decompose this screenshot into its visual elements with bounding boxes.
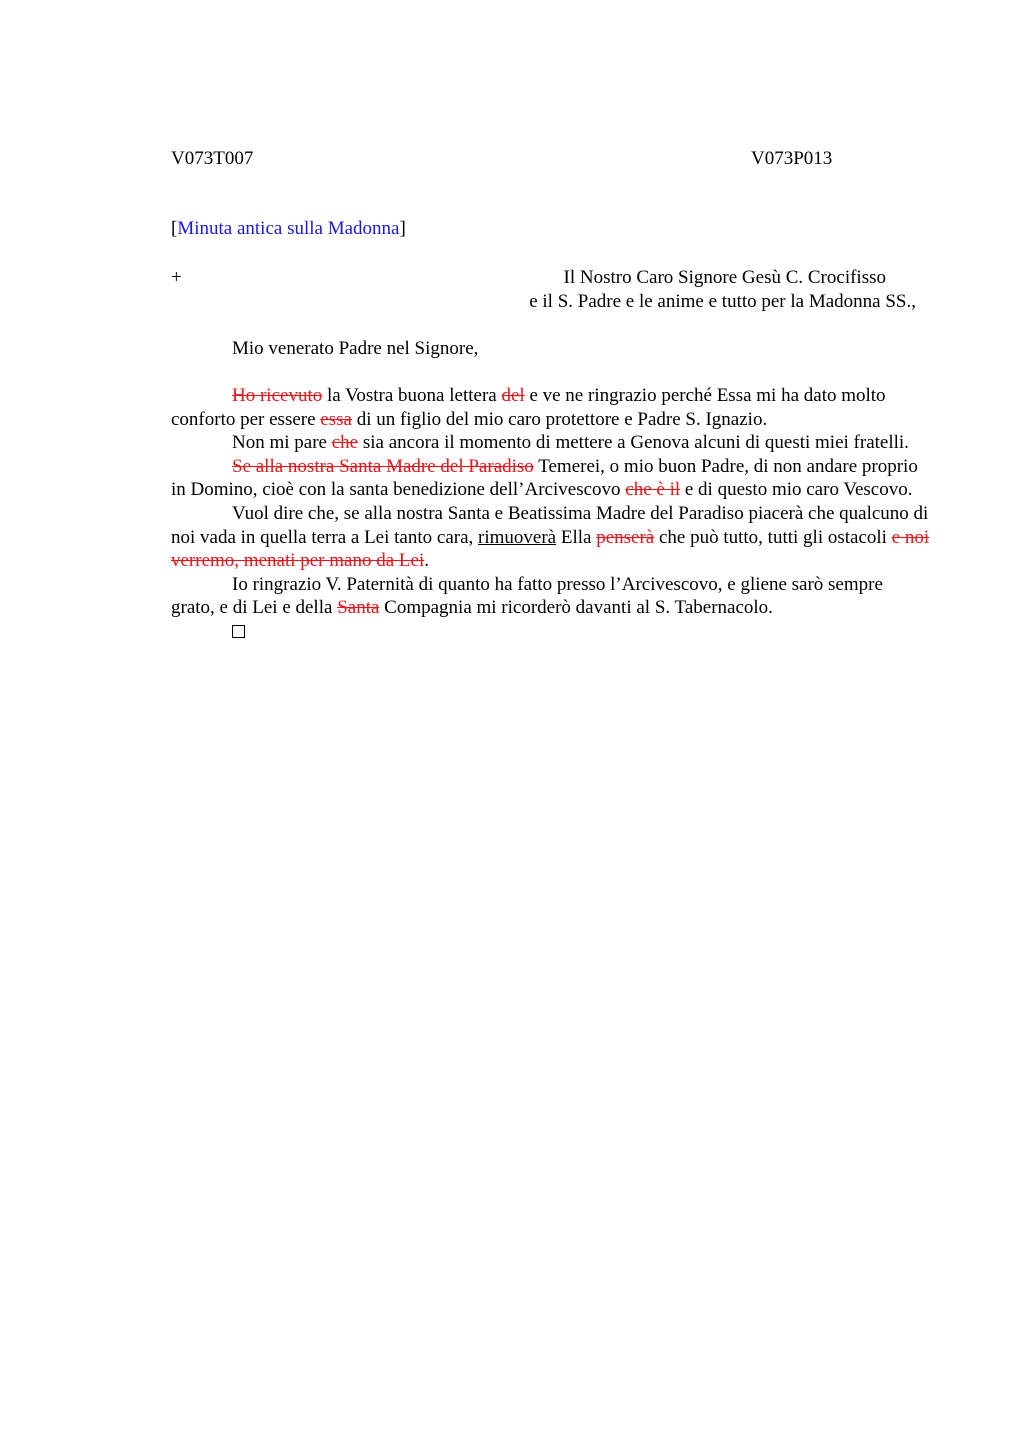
underlined-text: rimuoverà [478, 526, 557, 548]
dedication-line-1: Il Nostro Caro Signore Gesù C. Crocifisso [563, 267, 886, 288]
paragraph-text: Io ringrazio V. Paternità di quanto ha fatto presso l’Arcivescovo, e gliene sarò sempre grato, e di Lei e della [171, 573, 883, 619]
paragraph-text: . [424, 550, 429, 572]
paragraph-text: Temerei, o mio buon Padre, di non andare proprio in Domino, cioè con la santa benedizione dell’Arcivescovo [171, 455, 918, 501]
deleted-text: essa [320, 408, 352, 430]
paragraph-5 [171, 573, 931, 620]
document-code-right: V073P013 [751, 148, 833, 169]
deleted-text: e noi verremo, menati per mano da Lei [171, 526, 930, 572]
deleted-text: Santa [337, 597, 380, 619]
document-title [171, 217, 406, 241]
deleted-text: del [501, 385, 525, 406]
paragraph-text: Non mi pare [232, 432, 332, 454]
paragraph-text: che può tutto, tutti gli ostacoli [654, 526, 892, 548]
paragraph-3 [171, 455, 931, 502]
paragraph-text: Vuol dire che, se alla nostra Santa e Beatissima Madre del Paradiso piacerà che qualcuno di noi vada in quella terra a Lei tanto cara, [171, 502, 929, 548]
title-text: Minuta antica sulla Madonna [177, 218, 400, 239]
paragraph-text: di un figlio del mio caro protettore e Padre S. Ignazio. [351, 408, 768, 430]
document-code-left: V073T007 [171, 148, 254, 169]
deleted-text: Ho ricevuto [232, 385, 323, 406]
dedication-line-2: e il S. Padre e le anime e tutto per la Madonna SS., [529, 291, 916, 312]
cross-mark: + [171, 267, 182, 288]
empty-square-icon [232, 625, 245, 638]
salutation: Mio venerato Padre nel Signore, [232, 338, 479, 359]
paragraph-1 [171, 384, 931, 431]
letter-body [171, 384, 931, 644]
deleted-text: Se alla nostra Santa Madre del Paradiso [232, 455, 534, 477]
title-close-bracket: ] [399, 218, 406, 239]
title-open-bracket: [ [171, 218, 178, 239]
paragraph-text: Ella [556, 526, 597, 548]
end-marker-row [171, 620, 931, 644]
document-codes [171, 147, 931, 171]
deleted-text: che è il [625, 479, 681, 501]
deleted-text: che [331, 432, 359, 454]
paragraph-2 [171, 431, 931, 455]
paragraph-text: la Vostra buona lettera [322, 385, 502, 406]
paragraph-4 [171, 502, 931, 573]
paragraph-text: e ve ne ringrazio perché Essa mi ha dato molto conforto per essere [171, 385, 886, 430]
deleted-text: penserà [596, 526, 655, 548]
dedication [529, 266, 916, 314]
paragraph-text: sia ancora il momento di mettere a Genova alcuni di questi miei fratelli. [358, 432, 909, 454]
paragraph-text: e di questo mio caro Vescovo. [680, 479, 913, 501]
paragraph-text: Compagnia mi ricorderò davanti al S. Tabernacolo. [379, 597, 773, 619]
